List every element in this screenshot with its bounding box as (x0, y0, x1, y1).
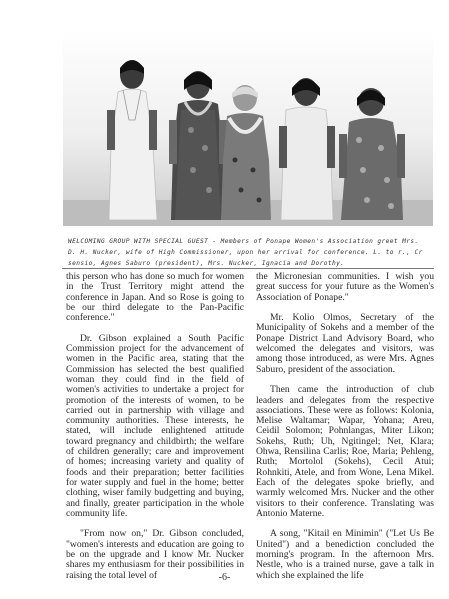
left-paragraph-2: Dr. Gibson explained a South Pacific Commission project for the advancement of women in the Pacific area, stating that the Commission has selected the best qualified woman they could find in the field of women's activities to undertake a project for promotion of the interests of women, to be carried out in partnership with village and community authorities. These interests, he stated, will include enlightened attitude toward pregnancy and childbirth; the welfare of children generally; care and improvement of homes; increasing variety and quality of foods and their preparation; better facilities for water supply and fuel in the home; better clothing, wiser family budgetting and buying, and finally, greater participation in the whole community life. (66, 332, 244, 519)
photo-caption: WELCOMING GROUP WITH SPECIAL GUEST - Members of Ponape Women's Association greet Mrs. D. H. Nucker, wife of High Commissioner, upon her arrival for conference. L. to r., Cr sensio, Agnes Saburo (president), Mrs. Nucker, Ignacia and Dorothy. (68, 238, 423, 267)
left-column (66, 272, 244, 591)
right-paragraph-4: A song, "Kitail en Minimin" ("Let Us Be United") and a benediction concluded the morning's program. In the afternoon Mrs. Nestle, who is a trained nurse, gave a talk in which she explained the life (256, 528, 434, 581)
right-paragraph-2: Mr. Kolio Olmos, Secretary of the Municipality of Sokehs and a member of the Ponape District Land Advisory Board, who welcomed the delegates and visitors, was among those introduced, as were Mrs. Agnes Saburo, president of the association. (256, 312, 434, 375)
group-photo (63, 30, 433, 226)
page-number: -6- (218, 572, 231, 583)
right-paragraph-1: the Micronesian communities. I wish you great success for your future as the Women's Association of Ponape." (256, 271, 434, 303)
left-paragraph-3: "From now on," Dr. Gibson concluded, "women's interests and education are going to be on the upgrade and I know Mr. Nucker shares my enthusiasm for their possibilities in raising the total level of (66, 528, 244, 581)
left-paragraph-1: this person who has done so much for women in the Trust Territory might attend the conference in Japan. And so Rose is going to be our third delegate to the Pan-Pacific conference." (66, 271, 244, 324)
caption-divider (62, 268, 434, 269)
right-paragraph-3: Then came the introduction of club leaders and delegates from the respective associations. These were as follows: Kolonia, Melise Waltamar; Wapar, Yohana; Areu, Ceidil Solomon; Pohnlangas, Miter Likon; Sokehs, Ruth; Uh, Ngitingel; Net, Klara; Ohwa, Rensilina Carlis; Roe, Maria; Pehleng, Ruth; Mortolol (Sokehs), Cecil Atui; Rohnkiti, Atele, and from Wone, Lena Mikel. Each of the delegates spoke briefly, and warmly welcomed Mrs. Nucker and the other visitors to their conference. Translating was Antonio Materne. (256, 384, 434, 519)
group-photo-illustration (63, 30, 433, 226)
right-column (256, 272, 434, 591)
